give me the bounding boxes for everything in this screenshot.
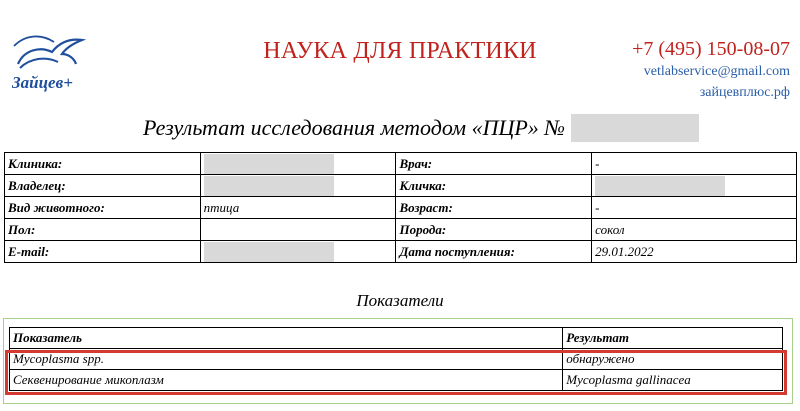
redacted-owner xyxy=(204,176,334,196)
table-row xyxy=(5,153,797,175)
redacted-clinic xyxy=(204,154,334,174)
indicator-header: Показатель xyxy=(10,328,563,349)
result-cell: обнаружено xyxy=(563,349,783,370)
clinic-value xyxy=(200,153,396,175)
indicator-cell: Mycoplasma spp. xyxy=(10,349,563,370)
results-table xyxy=(9,327,783,391)
document-title xyxy=(143,115,699,142)
breed-value: сокол xyxy=(592,219,797,241)
table-row xyxy=(5,219,797,241)
email-label: E-mail: xyxy=(5,241,201,263)
table-row xyxy=(10,349,783,370)
email-value xyxy=(200,241,396,263)
patient-info-table xyxy=(4,152,797,263)
redacted-number xyxy=(571,114,699,142)
redacted-nickname xyxy=(595,176,725,196)
breed-label: Порода: xyxy=(396,219,592,241)
logo-text: Зайцев+ xyxy=(12,73,73,92)
brand-title: НАУКА ДЛЯ ПРАКТИКИ xyxy=(263,38,537,64)
species-value: птица xyxy=(200,197,396,219)
clinic-label: Клиника: xyxy=(5,153,201,175)
result-header: Результат xyxy=(563,328,783,349)
sex-value xyxy=(200,219,396,241)
owner-value xyxy=(200,175,396,197)
doctor-value: - xyxy=(592,153,797,175)
table-row xyxy=(5,175,797,197)
website-link[interactable]: зайцевплюс.рф xyxy=(699,85,790,100)
table-row xyxy=(5,241,797,263)
table-header-row xyxy=(10,328,783,349)
document-title-text: Результат исследования методом «ПЦР» № xyxy=(143,115,566,140)
doctor-label: Врач: xyxy=(396,153,592,175)
species-label: Вид животного: xyxy=(5,197,201,219)
nickname-value xyxy=(592,175,797,197)
received-label: Дата поступления: xyxy=(396,241,592,263)
age-label: Возраст: xyxy=(396,197,592,219)
phone-number[interactable]: +7 (495) 150-08-07 xyxy=(632,38,790,60)
table-row xyxy=(10,370,783,391)
indicator-cell: Секвенирование микоплазм xyxy=(10,370,563,391)
redacted-email xyxy=(204,242,334,262)
table-row xyxy=(5,197,797,219)
received-value: 29.01.2022 xyxy=(592,241,797,263)
age-value: - xyxy=(592,197,797,219)
section-title: Показатели xyxy=(356,291,444,310)
owner-label: Владелец: xyxy=(5,175,201,197)
sex-label: Пол: xyxy=(5,219,201,241)
email-link[interactable]: vetlabservice@gmail.com xyxy=(643,64,790,79)
result-cell: Mycoplasma gallinacea xyxy=(563,370,783,391)
nickname-label: Кличка: xyxy=(396,175,592,197)
